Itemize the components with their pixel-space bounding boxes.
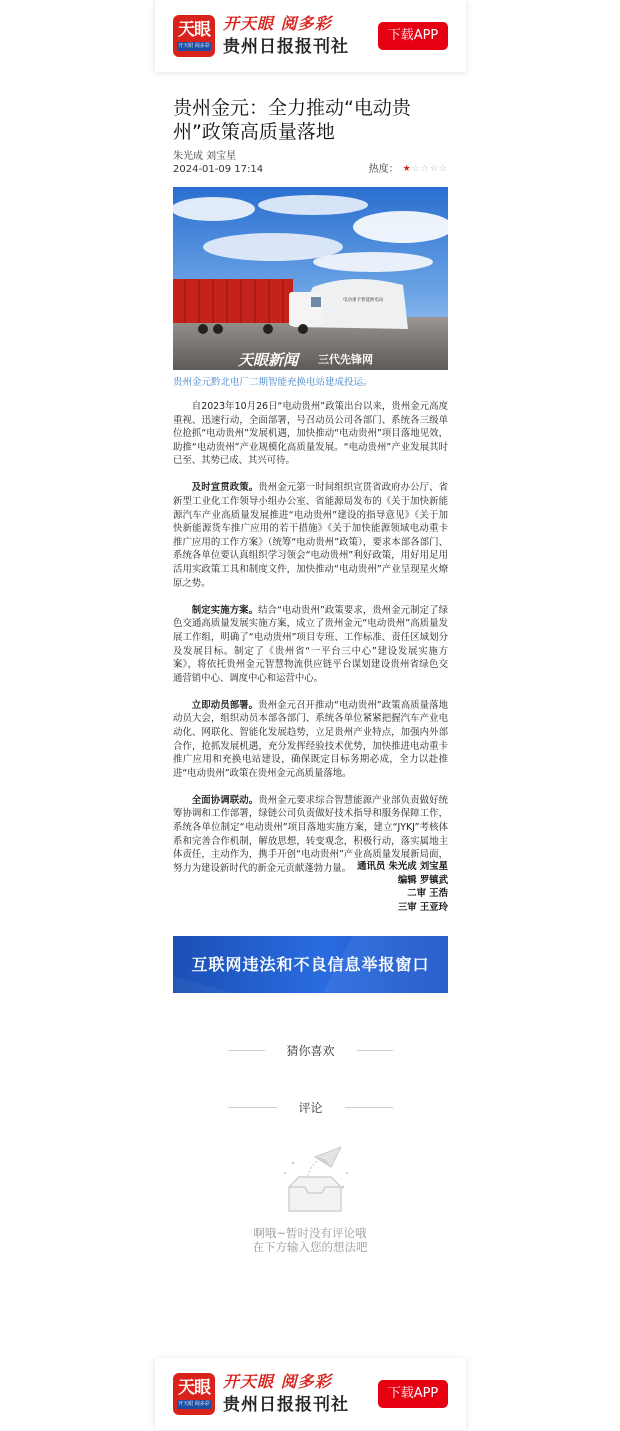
article-body bbox=[173, 400, 448, 889]
paragraph-1: 自2023年10月26日“电动贵州”政策出台以来，贵州金元高度重视、迅速行动，全面部署，号召动员公司各部门、系统各三级单位抢抓“电动贵州”发展机遇，加快推动“电动贵州”项目落地见效，助推“电动贵州”产业规模化高质量发展。“电动贵州”产业发展其时已至、其势已成、其兴可待。 bbox=[173, 401, 448, 467]
star-icon: ☆ bbox=[429, 164, 439, 174]
star-icon: ☆ bbox=[411, 164, 421, 174]
paragraph-2-text: 贵州金元第一时间组织宣贯省政府办公厅、省新型工业化工作领导小组办公室、省能源局发布的《关于加快新能源汽车产业高质量发展推进“电动贵州”建设的指导意见》《关于加快新能源货车推广应用的若干措施》《关于加快能源领域电动重卡推广应用的工作方案》（统筹“电动贵州”政策），要求本部各部门、系统各单位要认真组织学习领会“电动贵州”利好政策，用好用足用活用实政策工具和制度文件，加快推动“电动贵州”产业呈现星火燎原之势。 bbox=[173, 482, 448, 589]
paragraph-3-text: 结合“电动贵州”政策要求，贵州金元制定了绿色交通高质量发展实施方案，成立了贵州金元“电动贵州”高质量发展工作组，明确了“电动贵州”项目专班、工作标准、责任区域划分及发展目标。制定了《贵州省“一平台三中心”建设发展实施方案》，将依托贵州金元智慧物流供应链平台谋划建设贵州省绿色交通营销中心、调度中心和运营中心。 bbox=[173, 604, 448, 684]
truck-photo bbox=[173, 187, 448, 370]
credit-second-review: 二审 王浩 bbox=[407, 888, 448, 900]
divider-left bbox=[228, 1107, 277, 1108]
brand-block bbox=[223, 14, 349, 58]
logo-subtext: 开天眼 阅多彩 bbox=[178, 1400, 210, 1407]
star-icon: ☆ bbox=[420, 164, 430, 174]
article-hero-image bbox=[173, 187, 448, 370]
no-comments-line-1: 啊哦~暂时没有评论哦 bbox=[253, 1226, 367, 1240]
article-header bbox=[173, 96, 448, 176]
comments-section-header bbox=[228, 1099, 393, 1116]
report-banner-text: 互联网违法和不良信息举报窗口 bbox=[191, 955, 430, 974]
heat-rating bbox=[369, 163, 448, 176]
credit-reporter: 通讯员 朱光成 刘宝星 bbox=[357, 861, 448, 872]
credit-third-review: 三审 王亚玲 bbox=[397, 901, 448, 913]
no-comments-line-2: 在下方输入您的想法吧 bbox=[252, 1240, 368, 1254]
logo-subtext: 开天眼 阅多彩 bbox=[178, 42, 210, 49]
publish-date: 2024-01-09 17:14 bbox=[173, 164, 264, 175]
logo-text: 天眼 bbox=[178, 1377, 210, 1398]
article-meta bbox=[173, 163, 448, 176]
paragraph-2 bbox=[173, 481, 448, 590]
divider-left bbox=[228, 1050, 265, 1051]
article-authors: 朱光成 刘宝星 bbox=[173, 151, 237, 162]
brand-block bbox=[223, 1372, 349, 1416]
brand-org: 贵州日报报刊社 bbox=[223, 37, 349, 57]
image-watermark: 天眼新闻 bbox=[238, 351, 299, 369]
star-icon: ☆ bbox=[438, 164, 448, 174]
brand-org: 贵州日报报刊社 bbox=[223, 1395, 349, 1415]
app-download-bar-bottom bbox=[155, 1358, 466, 1430]
paragraph-4-text: 贵州金元召开推动“电动贵州”政策高质量落地动员大会，组织动员本部各部门、系统各单位紧紧把握汽车产业电动化、网联化、智能化发展趋势，立足贵州产业特点，加强内外部合作，抢抓发展机遇，充分发挥经验技术优势，加快推进电动重卡推广应用和充换电站建设，确保既定目标务期必成，全力以赴推进“电动贵州”政策在贵州金元高质量落地。 bbox=[173, 699, 448, 779]
credit-editor: 编辑 罗镇武 bbox=[397, 874, 448, 886]
heat-stars bbox=[403, 163, 448, 176]
article-credits bbox=[357, 860, 448, 914]
report-window-banner[interactable] bbox=[173, 936, 448, 993]
brand-slogan: 开天眼 阅多彩 bbox=[223, 1372, 332, 1391]
paragraph-2-lead: 及时宣贯政策。 bbox=[191, 482, 259, 494]
heat-label: 热度： bbox=[368, 164, 399, 175]
star-icon: ★ bbox=[402, 164, 412, 174]
article-title: 贵州金元：全力推动“电动贵州”政策高质量落地 bbox=[173, 97, 411, 143]
paragraph-3-lead: 制定实施方案。 bbox=[191, 604, 259, 616]
no-comments-message bbox=[210, 1226, 410, 1254]
app-download-bar bbox=[155, 0, 466, 72]
app-logo bbox=[173, 15, 215, 57]
paragraph-5-text: 贵州金元要求综合智慧能源产业部负责做好统筹协调和工作部署，绿链公司负责做好技术指导和服务保障工作，系统各单位制定“电动贵州”项目落地实施方案，建立“JYKJ”考核体系和完善合作机制，解放思想，转变观念，积极行动，落实属地主体责任，主动作为，携手开创“电动贵州”产业高质量发展新局面，努力为建设新时代的新金元贡献蓬勃力量。 bbox=[173, 794, 448, 874]
image-watermark-2: 三代先锋网 bbox=[318, 354, 373, 366]
download-app-button[interactable]: 下载APP bbox=[378, 22, 448, 50]
truck-station-text: 电动重卡智能换电站 bbox=[343, 297, 384, 302]
empty-inbox-icon bbox=[275, 1143, 355, 1218]
paragraph-4 bbox=[173, 699, 448, 781]
divider-right bbox=[357, 1050, 394, 1051]
recommend-section-header bbox=[228, 1042, 393, 1059]
paper-plane-inbox-icon bbox=[275, 1143, 355, 1218]
logo-text: 天眼 bbox=[178, 19, 210, 40]
comments-label: 评论 bbox=[298, 1101, 323, 1115]
image-caption: 贵州金元黔北电厂二期智能充换电站建成投运。 bbox=[173, 377, 373, 388]
recommend-label: 猜你喜欢 bbox=[286, 1044, 335, 1058]
app-logo bbox=[173, 1373, 215, 1415]
paragraph-5-lead: 全面协调联动。 bbox=[191, 794, 259, 806]
paragraph-3 bbox=[173, 604, 448, 686]
download-app-button[interactable]: 下载APP bbox=[378, 1380, 448, 1408]
brand-slogan: 开天眼 阅多彩 bbox=[223, 14, 332, 33]
paragraph-4-lead: 立即动员部署。 bbox=[191, 699, 259, 711]
divider-right bbox=[345, 1107, 394, 1108]
